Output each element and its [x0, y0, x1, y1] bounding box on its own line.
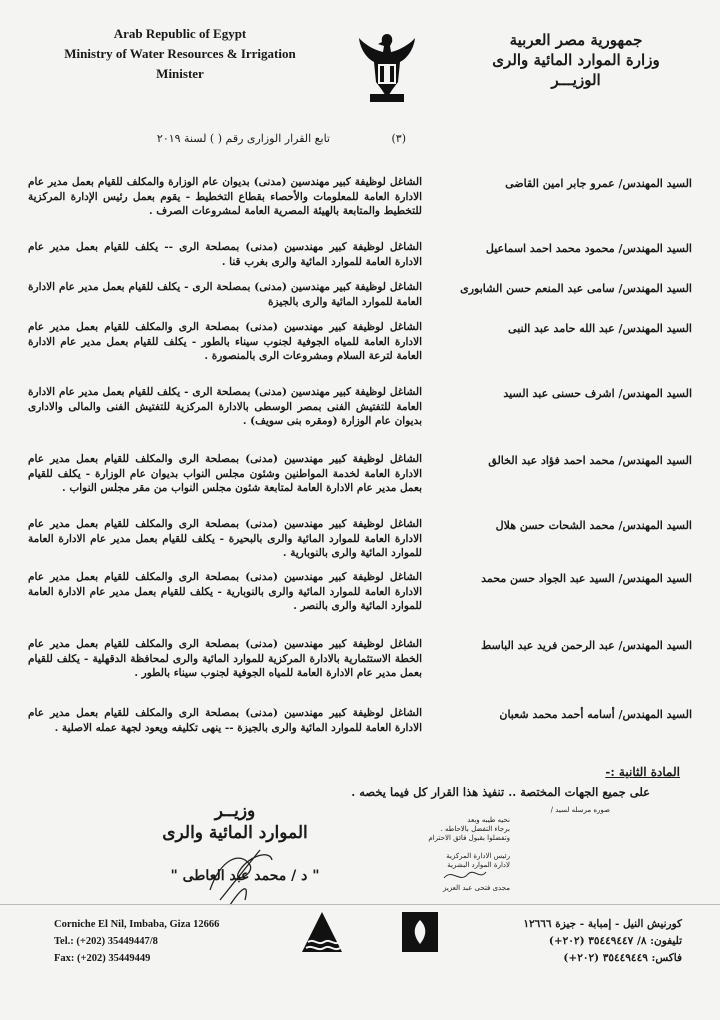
footer-address-ar	[523, 916, 682, 967]
note-line: برجاء التفضل بالاحاطه .	[440, 825, 510, 833]
page-number: (٣)	[391, 132, 406, 145]
engineer-name: السيد المهندس/ عبد الرحمن فريد عبد الباسط	[481, 639, 692, 652]
country-name-ar: جمهورية مصر العربية	[509, 31, 643, 49]
country-name-en: Arab Republic of Egypt	[113, 26, 247, 41]
assignment-description: الشاغل لوظيفة كبير مهندسين (مدنى) بمصلحة الرى -- يكلف للقيام بعمل مدير عام الادارة العامة للموارد المائية والرى بغرب قنا .	[28, 241, 422, 268]
pyramid-logo-icon	[300, 910, 344, 956]
list-item	[28, 517, 692, 561]
engineer-name: السيد المهندس/ أسامه أحمد محمد شعبان	[499, 708, 692, 721]
assignment-description: الشاغل لوظيفة كبير مهندسين (مدنى) بمصلحة الرى والمكلف للقيام بعمل مدير عام الخطة الاستثمارية بالادارة المركزية للموارد المائية والرى لمحافظة الدقهلية - يكلف للقيام بعمل مدير عام الادارة العامة للمياه الجوفية لجنوب سيناء بالطور .	[28, 638, 422, 679]
assignment-description: الشاغل لوظيفة كبير مهندسين (مدنى) بمصلحة الرى - يكلف للقيام بعمل مدير عام الادارة العامة للتفتيش الفنى بمصر الوسطى بالادارة المركزية للتفتيش الفنى والمالى والادارى بديوان عام الوزارة (ومقره بنى سويف) .	[28, 386, 422, 427]
engineer-name: السيد المهندس/ عمرو جابر امين القاضى	[505, 177, 692, 190]
assignment-description: الشاغل لوظيفة كبير مهندسين (مدنى) بمصلحة الرى والمكلف للقيام بعمل مدير عام الادارة العامة للموارد المائية والرى بالبحيرة - يكلف للقيام بعمل مدير عام الادارة العامة للموارد المائية والرى بالنوبارية .	[28, 518, 422, 559]
article-text: على جميع الجهات المختصة .. تنفيذ هذا القرار كل فيما يخصه .	[351, 785, 650, 799]
decree-reference: تابع القرار الوزارى رقم ( ) لسنة ٢٠١٩	[156, 132, 330, 145]
footer-address-en	[54, 916, 219, 967]
assignment-description: الشاغل لوظيفة كبير مهندسين (مدنى) بمصلحة الرى والمكلف للقيام بعمل مدير عام الادارة العامة للموارد المائية والرى بالنوبارية - يكلف للقيام بعمل مدير عام الادارة العامة للموارد المائية والرى بالنصر .	[28, 571, 422, 612]
engineer-name: السيد المهندس/ السيد عبد الجواد حسن محمد	[481, 572, 692, 585]
admin-line: لادارة الموارد البشرية	[447, 861, 510, 869]
admin-line: مجدى فتحى عبد العزيز	[443, 884, 510, 892]
engineer-name: السيد المهندس/ محمد الشحات حسن هلال	[495, 519, 692, 532]
list-item	[28, 570, 692, 614]
phone-line: تليفون: ٨/ ٣٥٤٤٩٤٤٧ (٢٠٢+)	[548, 935, 682, 947]
list-item	[28, 706, 692, 735]
assignment-description: الشاغل لوظيفة كبير مهندسين (مدنى) بديوان عام الوزارة والمكلف للقيام بعمل مدير عام الادارة العامة للمعلومات والأحصاء بقطاع التخطيط - يقوم بعمل رئيس الإدارة المركزية للتخطيط والمتابعة بالهيئة المصرية العامة لمشروعات الصرف .	[28, 176, 422, 217]
list-item	[28, 452, 692, 496]
list-item	[28, 280, 692, 309]
assignment-description: الشاغل لوظيفة كبير مهندسين (مدنى) بمصلحة الرى والمكلف للقيام بعمل مدير عام الادارة العامة للمياه الجوفية لجنوب سيناء بالطور - يكلف للقيام بعمل مدير عام الادارة العامة لترعة السلام ومشروعات الرى بالمنصورة .	[28, 321, 422, 362]
assignment-description: الشاغل لوظيفة كبير مهندسين (مدنى) بمصلحة الرى والمكلف للقيام بعمل مدير عام الادارة العامة للموارد المائية والرى بالجيزة -- ينهى تكليفه ويعود لجهة عمله الاصلية .	[28, 707, 422, 734]
address-line: Corniche El Nil, Imbaba, Giza 12666	[54, 919, 220, 930]
office-name-en: Minister	[156, 66, 204, 81]
eagle-emblem-icon	[356, 30, 418, 106]
footer-divider	[0, 904, 720, 905]
list-item	[28, 385, 692, 429]
phone-line: Tel.: (+202) 35449447/8	[54, 936, 158, 947]
courtesy-note	[400, 816, 510, 843]
note-line: وتفضلوا بقبول فائق الاحترام	[428, 834, 510, 842]
ministry-name-en: Ministry of Water Resources & Irrigation	[64, 46, 296, 61]
arabic-letterhead	[466, 30, 686, 90]
engineer-name: السيد المهندس/ محمود محمد احمد اسماعيل	[485, 242, 692, 255]
note-line: نحيه طيبه وبعد	[467, 816, 510, 824]
address-line: كورنيش النيل - إمبابة - جيزة ١٢٦٦٦	[523, 918, 682, 930]
article-heading: المادة الثانية :-	[605, 765, 680, 779]
engineer-name: السيد المهندس/ عبد الله حامد عبد النبى	[508, 322, 692, 335]
office-name-ar: الوزيـــر	[551, 71, 601, 89]
minister-name: " د / محمد عبد العاطى "	[170, 868, 320, 884]
assignment-description: الشاغل لوظيفة كبير مهندسين (مدنى) بمصلحة الرى والمكلف للقيام بعمل مدير عام الادارة العامة لخدمة المواطنين وشئون مجلس النواب بديوان عام الوزارة - يكلف للقيام بعمل مدير عام الادارة العامة لمتابعة شئون مجلس النواب من مقر مجلس النواب .	[28, 453, 422, 494]
minister-title-line: الموارد المائية والرى	[162, 823, 308, 843]
list-item	[28, 320, 692, 364]
admin-line: رئيس الادارة المركزية	[446, 852, 510, 860]
list-item	[28, 240, 692, 269]
ministry-logo-icon	[402, 912, 438, 952]
engineer-name: السيد المهندس/ محمد احمد فؤاد عبد الخالق	[488, 454, 692, 467]
engineer-name: السيد المهندس/ اشرف حسنى عبد السيد	[503, 387, 692, 400]
engineer-name: السيد المهندس/ سامى عبد المنعم حسن الشابورى	[460, 282, 692, 295]
fax-line: Fax: (+202) 35449449	[54, 953, 151, 964]
fax-line: فاكس: ٣٥٤٤٩٤٤٩ (٢٠٢+)	[563, 952, 682, 964]
list-item	[28, 175, 692, 219]
assignment-description: الشاغل لوظيفة كبير مهندسين (مدنى) بمصلحة الرى - يكلف للقيام بعمل مدير عام الادارة العامة للموارد المائية والرى بالجيزة	[28, 281, 422, 308]
list-item	[28, 637, 692, 681]
ministry-name-ar: وزارة الموارد المائية والرى	[492, 51, 660, 69]
initials-signature	[440, 866, 490, 886]
english-letterhead	[50, 24, 310, 84]
minister-title-line: وزيــر	[214, 801, 256, 821]
copy-to-note: صوره مرسله لسيد /	[550, 806, 610, 814]
